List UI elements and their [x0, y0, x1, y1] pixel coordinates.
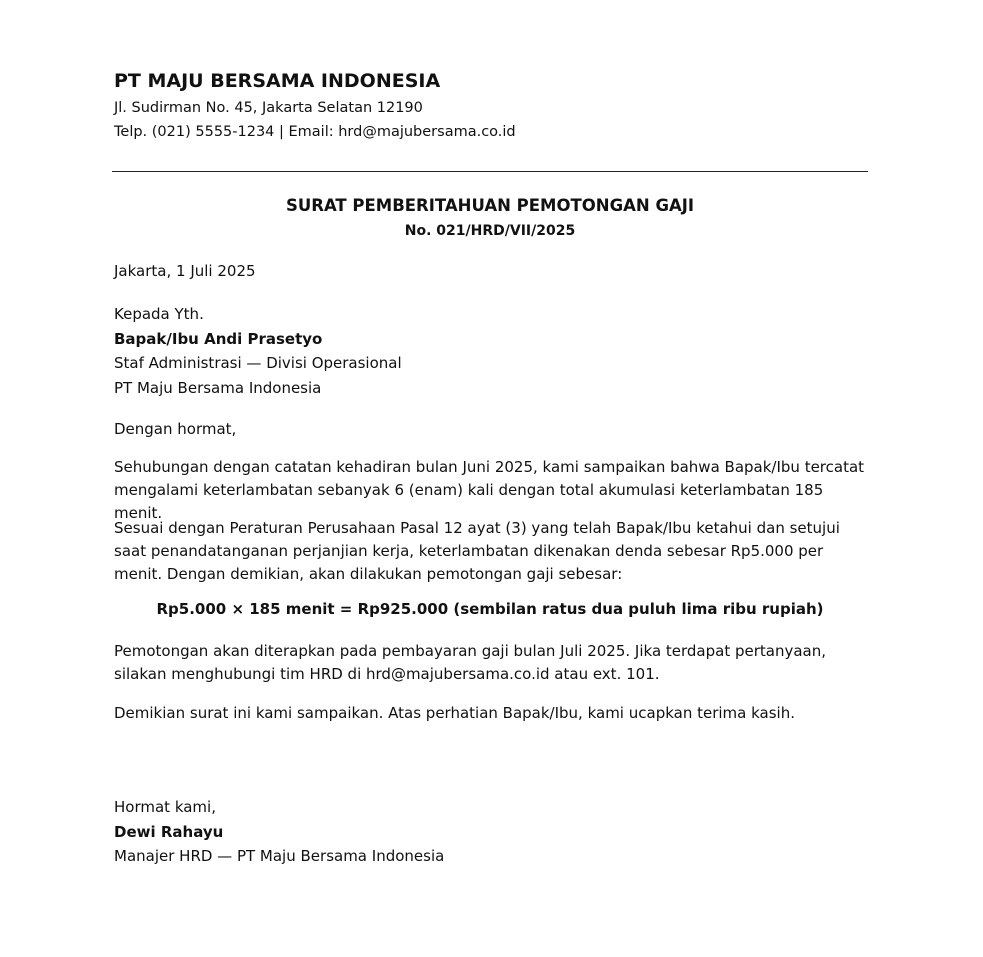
date-line: Jakarta, 1 Juli 2025: [114, 262, 256, 280]
paragraph-application: [114, 640, 866, 686]
letter-heading: [112, 193, 868, 243]
signature-block: [114, 795, 874, 869]
recipient-position: Staf Administrasi — Divisi Operasional: [114, 354, 402, 372]
paragraph-closing: [114, 702, 874, 725]
paragraph-regulation: [114, 517, 866, 586]
greeting-block: [114, 418, 874, 441]
greeting: Dengan hormat,: [114, 420, 237, 438]
signer-name: Dewi Rahayu: [114, 822, 224, 841]
letter-title: SURAT PEMBERITAHUAN PEMOTONGAN GAJI: [285, 196, 695, 215]
paragraph-attendance: [114, 456, 866, 525]
signer-role: Manajer HRD — PT Maju Bersama Indonesia: [114, 847, 445, 865]
closing-phrase: Hormat kami,: [114, 798, 216, 816]
deduction-formula: Rp5.000 × 185 menit = Rp925.000 (sembilan ratus dua puluh lima ribu rupiah): [156, 600, 824, 618]
paragraph-1: Sehubungan dengan catatan kehadiran bulan Juni 2025, kami sampaikan bahwa Bapak/Ibu tercatat mengalami keterlambatan sebanyak 6 (enam) kali dengan total akumulasi keterlambatan 185 menit.: [114, 458, 865, 522]
recipient-salutation: Kepada Yth.: [114, 305, 204, 323]
recipient-block: [114, 302, 874, 400]
company-contact: Telp. (021) 5555-1234 | Email: hrd@majubersama.co.id: [114, 124, 516, 140]
letter-number: No. 021/HRD/VII/2025: [404, 223, 576, 239]
paragraph-4: Demikian surat ini kami sampaikan. Atas perhatian Bapak/Ibu, kami ucapkan terima kasih.: [114, 704, 795, 722]
paragraph-2: Sesuai dengan Peraturan Perusahaan Pasal 12 ayat (3) yang telah Bapak/Ibu ketahui dan setujui saat penandatanganan perjanjian kerja, keterlambatan dikenakan denda sebesar Rp5.000 per menit. Dengan demikian, akan dilakukan pemotongan gaji sebesar:: [114, 519, 840, 583]
recipient-name: Bapak/Ibu Andi Prasetyo: [114, 329, 323, 348]
paragraph-3: Pemotongan akan diterapkan pada pembayaran gaji bulan Juli 2025. Jika terdapat pertanyaan, silakan menghubungi tim HRD di hrd@majubersama.co.id atau ext. 101.: [114, 642, 827, 683]
letterhead-divider: [112, 171, 868, 172]
letterhead: [114, 66, 868, 144]
recipient-company: PT Maju Bersama Indonesia: [114, 378, 322, 397]
date-line-block: [114, 260, 874, 283]
company-address: Jl. Sudirman No. 45, Jakarta Selatan 12190: [114, 100, 423, 116]
company-name: PT MAJU BERSAMA INDONESIA: [114, 70, 441, 92]
